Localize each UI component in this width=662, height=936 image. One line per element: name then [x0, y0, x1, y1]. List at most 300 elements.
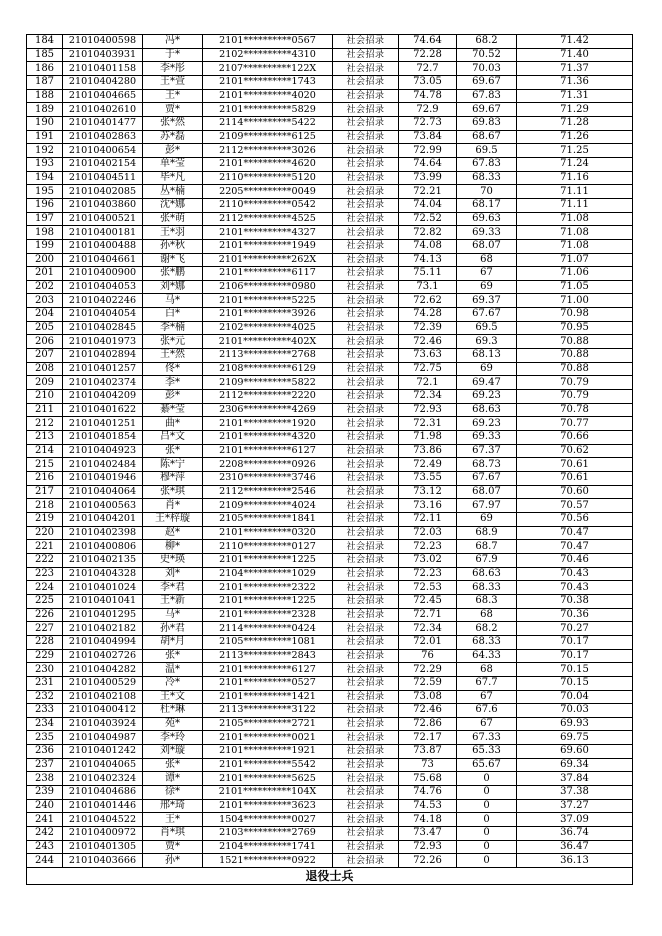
candidate-name: 张*: [143, 758, 203, 772]
candidate-name: 邢*琦: [143, 799, 203, 813]
written-score: 73.55: [399, 472, 457, 486]
table-row: [27, 171, 633, 185]
exam-number: 21010404987: [63, 731, 143, 745]
row-number: 208: [27, 362, 63, 376]
candidate-name: 刘*璇: [143, 745, 203, 759]
row-number: 204: [27, 308, 63, 322]
written-score: 73.1: [399, 280, 457, 294]
id-number: 2112**********4525: [203, 212, 333, 226]
id-number: 2101**********2328: [203, 608, 333, 622]
row-number: 244: [27, 854, 63, 868]
interview-score: 68.63: [457, 567, 517, 581]
row-number: 197: [27, 212, 63, 226]
candidate-name: 单*莹: [143, 157, 203, 171]
written-score: 73.12: [399, 485, 457, 499]
written-score: 72.99: [399, 144, 457, 158]
table-row: [27, 198, 633, 212]
category: 社会招录: [333, 786, 399, 800]
category: 社会招录: [333, 116, 399, 130]
id-number: 2101**********1421: [203, 690, 333, 704]
total-score: 69.75: [517, 731, 633, 745]
table-row: [27, 280, 633, 294]
row-number: 194: [27, 171, 63, 185]
interview-score: 67: [457, 267, 517, 281]
category: 社会招录: [333, 458, 399, 472]
category: 社会招录: [333, 144, 399, 158]
candidate-name: 张*元: [143, 335, 203, 349]
total-score: 37.27: [517, 799, 633, 813]
candidate-name: 王*萱: [143, 75, 203, 89]
written-score: 73.63: [399, 349, 457, 363]
exam-number: 21010401477: [63, 116, 143, 130]
table-row: [27, 116, 633, 130]
total-score: 37.84: [517, 772, 633, 786]
id-number: 2103**********2769: [203, 827, 333, 841]
interview-score: 65.67: [457, 758, 517, 772]
id-number: 2101**********1225: [203, 553, 333, 567]
table-row: [27, 813, 633, 827]
written-score: 73.02: [399, 553, 457, 567]
candidate-name: 李*楠: [143, 321, 203, 335]
candidate-name: 温*: [143, 663, 203, 677]
row-number: 223: [27, 567, 63, 581]
category: 社会招录: [333, 321, 399, 335]
table-row: [27, 758, 633, 772]
written-score: 73.99: [399, 171, 457, 185]
table-row: [27, 635, 633, 649]
total-score: 70.38: [517, 594, 633, 608]
table-row: [27, 676, 633, 690]
written-score: 72.03: [399, 526, 457, 540]
category: 社会招录: [333, 745, 399, 759]
candidate-name: 史*瑛: [143, 553, 203, 567]
id-number: 2109**********4024: [203, 499, 333, 513]
candidate-name: 张*: [143, 444, 203, 458]
exam-number: 21010403666: [63, 854, 143, 868]
total-score: 70.46: [517, 553, 633, 567]
total-score: 71.42: [517, 35, 633, 49]
category: 社会招录: [333, 75, 399, 89]
row-number: 222: [27, 553, 63, 567]
table-row: [27, 512, 633, 526]
table-row: [27, 704, 633, 718]
id-number: 1504**********0027: [203, 813, 333, 827]
interview-score: 68: [457, 608, 517, 622]
total-score: 71.06: [517, 267, 633, 281]
candidate-name: 王*羽: [143, 226, 203, 240]
candidate-name: 李*玲: [143, 731, 203, 745]
candidate-name: 王*然: [143, 349, 203, 363]
row-number: 193: [27, 157, 63, 171]
exam-number: 21010401854: [63, 431, 143, 445]
id-number: 2101**********6127: [203, 444, 333, 458]
total-score: 36.47: [517, 840, 633, 854]
interview-score: 68.33: [457, 581, 517, 595]
candidate-name: 冯*: [143, 35, 203, 49]
id-number: 2101**********4327: [203, 226, 333, 240]
table-row: [27, 321, 633, 335]
row-number: 241: [27, 813, 63, 827]
interview-score: 65.33: [457, 745, 517, 759]
candidate-name: 陈*宁: [143, 458, 203, 472]
candidate-name: 刘*: [143, 567, 203, 581]
candidate-name: 马*: [143, 608, 203, 622]
candidate-name: 白*: [143, 308, 203, 322]
category: 社会招录: [333, 676, 399, 690]
written-score: 72.75: [399, 362, 457, 376]
table-row: [27, 772, 633, 786]
table-row: [27, 390, 633, 404]
total-score: 71.08: [517, 212, 633, 226]
exam-number: 21010401242: [63, 745, 143, 759]
category: 社会招录: [333, 594, 399, 608]
category: 社会招录: [333, 212, 399, 226]
written-score: 72.46: [399, 704, 457, 718]
id-number: 2110**********0542: [203, 198, 333, 212]
id-number: 2101**********0567: [203, 35, 333, 49]
written-score: 72.23: [399, 540, 457, 554]
row-number: 232: [27, 690, 63, 704]
category: 社会招录: [333, 390, 399, 404]
exam-number: 21010402374: [63, 376, 143, 390]
interview-score: 69.3: [457, 335, 517, 349]
total-score: 70.43: [517, 581, 633, 595]
exam-number: 21010402894: [63, 349, 143, 363]
id-number: 2105**********1841: [203, 512, 333, 526]
table-row: [27, 553, 633, 567]
exam-number: 21010404923: [63, 444, 143, 458]
table-row: [27, 581, 633, 595]
written-score: 73: [399, 758, 457, 772]
category: 社会招录: [333, 827, 399, 841]
id-number: 2113**********3122: [203, 704, 333, 718]
category: 社会招录: [333, 799, 399, 813]
table-row: [27, 239, 633, 253]
table-row: [27, 649, 633, 663]
exam-number: 21010400598: [63, 35, 143, 49]
written-score: 72.86: [399, 717, 457, 731]
id-number: 1521**********0922: [203, 854, 333, 868]
interview-score: 68.9: [457, 526, 517, 540]
candidate-name: 穆*萍: [143, 472, 203, 486]
category: 社会招录: [333, 130, 399, 144]
table-row: [27, 799, 633, 813]
total-score: 70.15: [517, 663, 633, 677]
candidate-name: 王*新: [143, 594, 203, 608]
total-score: 70.15: [517, 676, 633, 690]
interview-score: 0: [457, 772, 517, 786]
candidate-name: 吕*文: [143, 431, 203, 445]
total-score: 71.29: [517, 103, 633, 117]
interview-score: 67.33: [457, 731, 517, 745]
interview-score: 67.67: [457, 308, 517, 322]
candidate-name: 肖*琪: [143, 827, 203, 841]
interview-score: 69.67: [457, 103, 517, 117]
id-number: 2104**********1029: [203, 567, 333, 581]
table-row: [27, 144, 633, 158]
exam-number: 21010404053: [63, 280, 143, 294]
table-row: [27, 717, 633, 731]
row-number: 210: [27, 390, 63, 404]
id-number: 2105**********1081: [203, 635, 333, 649]
written-score: 72.73: [399, 116, 457, 130]
written-score: 72.49: [399, 458, 457, 472]
category: 社会招录: [333, 349, 399, 363]
exam-number: 21010403924: [63, 717, 143, 731]
category: 社会招录: [333, 512, 399, 526]
interview-score: 0: [457, 799, 517, 813]
row-number: 209: [27, 376, 63, 390]
id-number: 2109**********6125: [203, 130, 333, 144]
total-score: 69.60: [517, 745, 633, 759]
total-score: 71.31: [517, 89, 633, 103]
id-number: 2101**********5625: [203, 772, 333, 786]
total-score: 71.26: [517, 130, 633, 144]
category: 社会招录: [333, 62, 399, 76]
category: 社会招录: [333, 417, 399, 431]
exam-number: 21010404282: [63, 663, 143, 677]
exam-number: 21010400412: [63, 704, 143, 718]
row-number: 227: [27, 622, 63, 636]
interview-score: 67.6: [457, 704, 517, 718]
id-number: 2104**********1741: [203, 840, 333, 854]
row-number: 212: [27, 417, 63, 431]
candidate-name: 徐*: [143, 786, 203, 800]
interview-score: 0: [457, 813, 517, 827]
exam-number: 21010400563: [63, 499, 143, 513]
table-row: [27, 690, 633, 704]
total-score: 70.77: [517, 417, 633, 431]
interview-score: 68.73: [457, 458, 517, 472]
total-score: 71.05: [517, 280, 633, 294]
total-score: 36.13: [517, 854, 633, 868]
interview-score: 0: [457, 827, 517, 841]
id-number: 2101**********402X: [203, 335, 333, 349]
category: 社会招录: [333, 185, 399, 199]
total-score: 71.08: [517, 239, 633, 253]
interview-score: 68.2: [457, 35, 517, 49]
table-row: [27, 267, 633, 281]
written-score: 72.17: [399, 731, 457, 745]
written-score: 73.08: [399, 690, 457, 704]
category: 社会招录: [333, 731, 399, 745]
interview-score: 69.47: [457, 376, 517, 390]
id-number: 2101**********104X: [203, 786, 333, 800]
candidate-name: 王*: [143, 89, 203, 103]
table-row: [27, 308, 633, 322]
category: 社会招录: [333, 280, 399, 294]
table-row: [27, 485, 633, 499]
total-score: 70.04: [517, 690, 633, 704]
id-number: 2101**********1921: [203, 745, 333, 759]
written-score: 74.64: [399, 157, 457, 171]
table-row: [27, 48, 633, 62]
exam-number: 21010400521: [63, 212, 143, 226]
total-score: 70.17: [517, 635, 633, 649]
candidate-name: 彭*: [143, 144, 203, 158]
row-number: 224: [27, 581, 63, 595]
category: 社会招录: [333, 171, 399, 185]
id-number: 2110**********5120: [203, 171, 333, 185]
interview-score: 69.23: [457, 390, 517, 404]
section-title: 退役士兵: [27, 868, 633, 885]
id-number: 2101**********0021: [203, 731, 333, 745]
exam-number: 21010404064: [63, 485, 143, 499]
table-row: [27, 745, 633, 759]
total-score: 70.61: [517, 458, 633, 472]
written-score: 72.31: [399, 417, 457, 431]
row-number: 184: [27, 35, 63, 49]
row-number: 228: [27, 635, 63, 649]
row-number: 229: [27, 649, 63, 663]
row-number: 202: [27, 280, 63, 294]
category: 社会招录: [333, 499, 399, 513]
written-score: 74.78: [399, 89, 457, 103]
written-score: 73.16: [399, 499, 457, 513]
category: 社会招录: [333, 854, 399, 868]
exam-number: 21010401622: [63, 403, 143, 417]
written-score: 72.62: [399, 294, 457, 308]
id-number: 2101**********5542: [203, 758, 333, 772]
exam-number: 21010402135: [63, 553, 143, 567]
table-row: [27, 62, 633, 76]
category: 社会招录: [333, 635, 399, 649]
total-score: 69.34: [517, 758, 633, 772]
written-score: 74.76: [399, 786, 457, 800]
category: 社会招录: [333, 157, 399, 171]
category: 社会招录: [333, 103, 399, 117]
table-row: [27, 376, 633, 390]
category: 社会招录: [333, 540, 399, 554]
exam-number: 21010401305: [63, 840, 143, 854]
table-row: [27, 499, 633, 513]
table-row: [27, 226, 633, 240]
table-row: [27, 786, 633, 800]
category: 社会招录: [333, 253, 399, 267]
exam-number: 21010402108: [63, 690, 143, 704]
category: 社会招录: [333, 267, 399, 281]
written-score: 72.23: [399, 567, 457, 581]
table-row: [27, 103, 633, 117]
written-score: 75.11: [399, 267, 457, 281]
row-number: 196: [27, 198, 63, 212]
category: 社会招录: [333, 472, 399, 486]
id-number: 2106**********0980: [203, 280, 333, 294]
category: 社会招录: [333, 403, 399, 417]
exam-number: 21010400654: [63, 144, 143, 158]
exam-number: 21010402182: [63, 622, 143, 636]
exam-number: 21010402085: [63, 185, 143, 199]
written-score: 72.34: [399, 390, 457, 404]
row-number: 240: [27, 799, 63, 813]
exam-number: 21010404209: [63, 390, 143, 404]
id-number: 2101**********4620: [203, 157, 333, 171]
exam-number: 21010402324: [63, 772, 143, 786]
id-number: 2113**********2843: [203, 649, 333, 663]
category: 社会招录: [333, 362, 399, 376]
category: 社会招录: [333, 35, 399, 49]
exam-number: 21010401251: [63, 417, 143, 431]
row-number: 206: [27, 335, 63, 349]
interview-score: 69.83: [457, 116, 517, 130]
id-number: 2101**********3926: [203, 308, 333, 322]
candidate-name: 于*: [143, 48, 203, 62]
exam-number: 21010404201: [63, 512, 143, 526]
table-row: [27, 89, 633, 103]
id-number: 2208**********0926: [203, 458, 333, 472]
total-score: 70.56: [517, 512, 633, 526]
candidate-name: 张*: [143, 649, 203, 663]
table-row: [27, 403, 633, 417]
row-number: 195: [27, 185, 63, 199]
row-number: 226: [27, 608, 63, 622]
candidate-name: 贾*: [143, 103, 203, 117]
total-score: 70.60: [517, 485, 633, 499]
candidate-name: 綦*莹: [143, 403, 203, 417]
written-score: 72.52: [399, 212, 457, 226]
category: 社会招录: [333, 649, 399, 663]
candidate-name: 肖*: [143, 499, 203, 513]
id-number: 2101**********0527: [203, 676, 333, 690]
table-row: [27, 444, 633, 458]
interview-score: 67.9: [457, 553, 517, 567]
category: 社会招录: [333, 663, 399, 677]
row-number: 221: [27, 540, 63, 554]
written-score: 72.46: [399, 335, 457, 349]
exam-number: 21010401973: [63, 335, 143, 349]
id-number: 2101**********6117: [203, 267, 333, 281]
table-body: [27, 35, 633, 868]
exam-number: 21010401257: [63, 362, 143, 376]
total-score: 71.07: [517, 253, 633, 267]
candidate-name: 毕*凡: [143, 171, 203, 185]
category: 社会招录: [333, 444, 399, 458]
row-number: 237: [27, 758, 63, 772]
candidate-name: 张*萌: [143, 212, 203, 226]
id-number: 2101**********1225: [203, 594, 333, 608]
exam-number: 21010401946: [63, 472, 143, 486]
row-number: 239: [27, 786, 63, 800]
exam-number: 21010402398: [63, 526, 143, 540]
written-score: 72.71: [399, 608, 457, 622]
row-number: 199: [27, 239, 63, 253]
table-row: [27, 458, 633, 472]
row-number: 218: [27, 499, 63, 513]
candidate-name: 谭*: [143, 772, 203, 786]
exam-number: 21010404686: [63, 786, 143, 800]
category: 社会招录: [333, 376, 399, 390]
written-score: 73.47: [399, 827, 457, 841]
written-score: 74.64: [399, 35, 457, 49]
candidate-name: 贾*: [143, 840, 203, 854]
row-number: 200: [27, 253, 63, 267]
section-footer-row: [27, 868, 633, 885]
candidate-name: 王*文: [143, 690, 203, 704]
exam-number: 21010401446: [63, 799, 143, 813]
table-row: [27, 130, 633, 144]
candidate-name: 曲*: [143, 417, 203, 431]
exam-number: 21010401158: [63, 62, 143, 76]
total-score: 71.37: [517, 62, 633, 76]
category: 社会招录: [333, 294, 399, 308]
row-number: 191: [27, 130, 63, 144]
interview-score: 68.17: [457, 198, 517, 212]
written-score: 72.29: [399, 663, 457, 677]
written-score: 72.01: [399, 635, 457, 649]
candidate-name: 谢*飞: [143, 253, 203, 267]
written-score: 72.9: [399, 103, 457, 117]
table-row: [27, 335, 633, 349]
